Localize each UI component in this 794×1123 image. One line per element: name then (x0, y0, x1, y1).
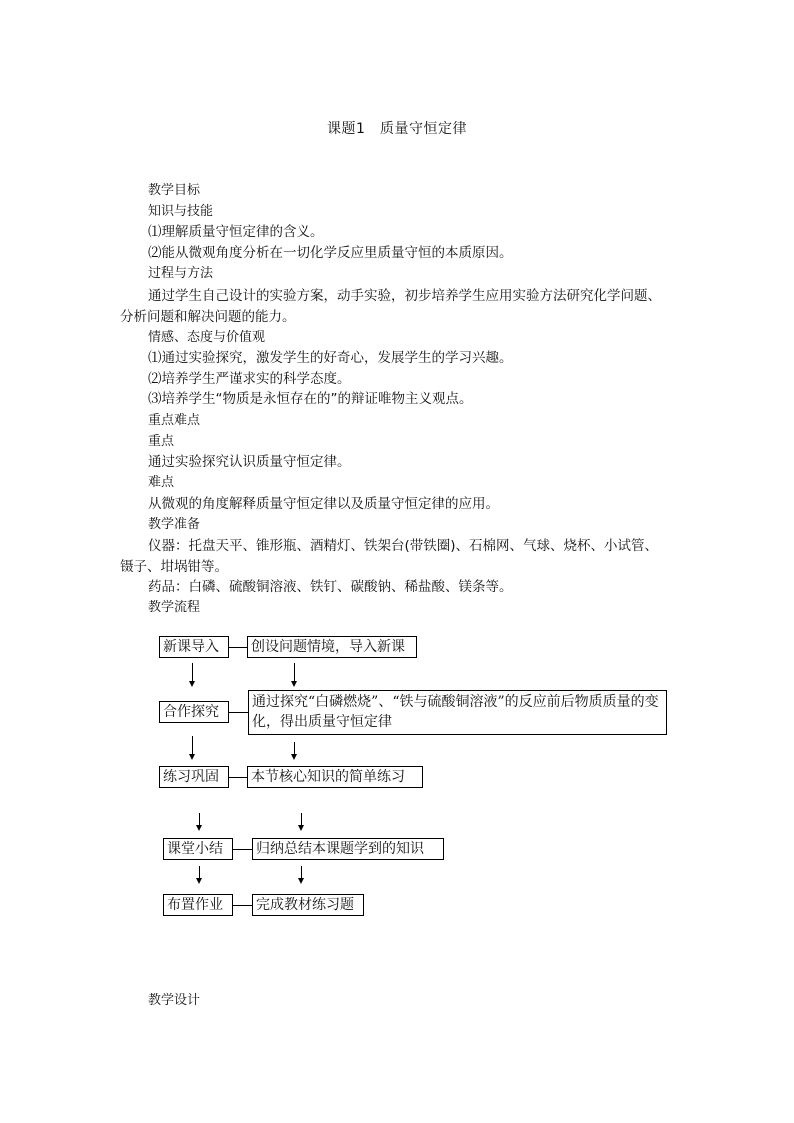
text-line: 分析问题和解决问题的能力。 (120, 309, 296, 325)
down-arrow-icon (291, 742, 299, 760)
text-line: 从微观的角度解释质量守恒定律以及质量守恒定律的应用。 (148, 496, 499, 512)
section-heading: 教学设计 (148, 993, 201, 1008)
down-arrow-icon (298, 866, 306, 884)
text-line: ⑴理解质量守恒定律的含义。 (148, 224, 324, 240)
section-heading: 重点难点 (148, 413, 201, 428)
section-heading: 教学目标 (148, 183, 201, 198)
subsection-heading: 重点 (148, 434, 175, 449)
flow-desc-box: 本节核心知识的简单练习 (247, 766, 423, 788)
flow-connector (229, 712, 248, 713)
text-line: 镊子、坩埚钳等。 (120, 559, 228, 575)
text-line: 仪器：托盘天平、锥形瓶、酒精灯、铁架台(带铁圈)、石棉网、气球、烧杯、小试管、 (148, 538, 659, 554)
subsection-heading: 难点 (148, 475, 175, 490)
subsection-heading: 知识与技能 (148, 204, 214, 219)
flow-step-box: 练习巩固 (159, 766, 229, 788)
down-arrow-icon (189, 736, 197, 760)
down-arrow-icon (189, 663, 197, 687)
section-heading: 教学流程 (148, 600, 201, 615)
text-line: 通过学生自己设计的实验方案，动手实验，初步培养学生应用实验方法研究化学问题、 (148, 288, 661, 304)
flow-desc-box: 通过探究“白磷燃烧”、“铁与硫酸铜溶液”的反应前后物质质量的变化，得出质量守恒定律 (248, 690, 667, 735)
text-line: ⑵能从微观角度分析在一切化学反应里质量守恒的本质原因。 (148, 245, 513, 261)
flow-connector (229, 647, 247, 648)
section-heading: 教学准备 (148, 517, 201, 532)
subsection-heading: 过程与方法 (148, 266, 214, 281)
subsection-heading: 情感、态度与价值观 (148, 330, 266, 345)
flow-desc-box: 完成教材练习题 (252, 894, 364, 916)
page-title: 课题1 质量守恒定律 (327, 121, 467, 137)
flow-connector (233, 849, 252, 850)
down-arrow-icon (196, 813, 204, 831)
flow-connector (233, 905, 252, 906)
down-arrow-icon (298, 813, 306, 831)
flow-connector (229, 777, 247, 778)
text-line: 通过实验探究认识质量守恒定律。 (148, 454, 351, 470)
text-line: ⑵培养学生严谨求实的科学态度。 (148, 371, 351, 387)
flow-step-box: 布置作业 (163, 894, 233, 916)
down-arrow-icon (291, 663, 299, 687)
flow-step-box: 合作探究 (159, 701, 229, 723)
text-line: 药品：白磷、硫酸铜溶液、铁钉、碳酸钠、稀盐酸、镁条等。 (148, 579, 513, 595)
flow-step-box: 新课导入 (159, 636, 229, 658)
flow-step-box: 课堂小结 (163, 838, 233, 860)
text-line: ⑴通过实验探究，激发学生的好奇心，发展学生的学习兴趣。 (148, 350, 513, 366)
flow-desc-box: 创设问题情境，导入新课 (247, 636, 417, 658)
down-arrow-icon (196, 866, 204, 884)
text-line: ⑶培养学生“物质是永恒存在的”的辩证唯物主义观点。 (148, 391, 473, 407)
flow-desc-box: 归纳总结本课题学到的知识 (252, 838, 444, 860)
